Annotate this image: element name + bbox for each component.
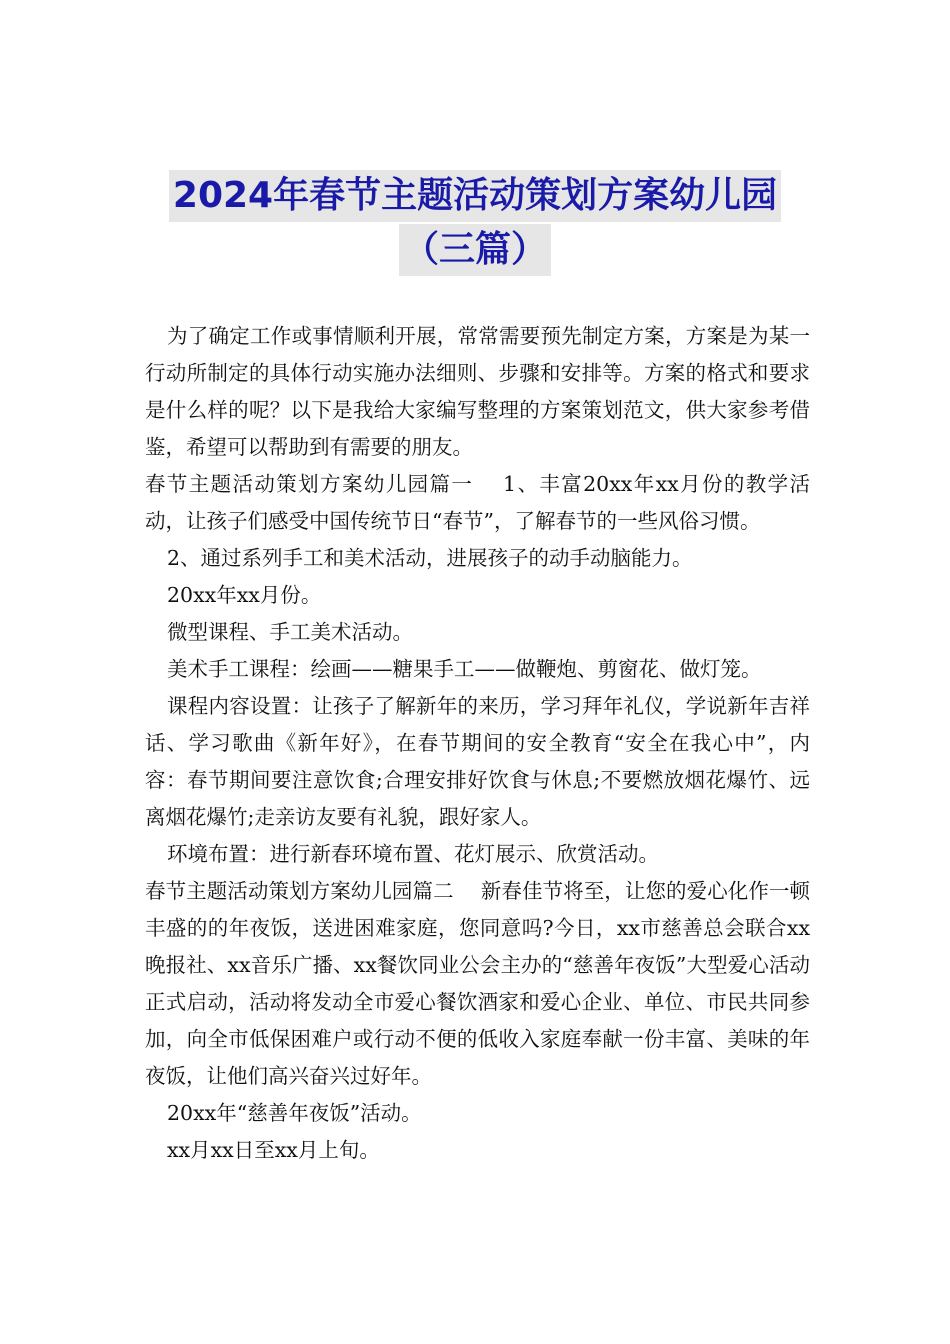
paragraph-time: 20xx年xx月份。 <box>167 583 322 607</box>
paragraph-hands-on: 2、通过系列手工和美术活动，进展孩子的动手动脑能力。 <box>167 546 693 570</box>
section-two-paragraph: 春节主题活动策划方案幼儿园篇二 新春佳节将至，让您的爱心化作一顿丰盛的的年夜饭，送进困难家庭，您同意吗?今日，xx市慈善总会联合xx晚报社、xx音乐广播、xx餐饮同业公会主办的“慈善年夜饭”大型爱心活动正式启动，活动将发动全市爱心餐饮酒家和爱心企业、单位、市民共同参加，向全市低保困难户或行动不便的低收入家庭奉献一份丰富、美味的年夜饭，让他们高兴奋兴过好年。 <box>145 879 810 1088</box>
title-block <box>0 170 950 278</box>
intro-paragraph: 为了确定工作或事情顺利开展，常常需要预先制定方案，方案是为某一行动所制定的具体行动实施办法细则、步骤和安排等。方案的格式和要求是什么样的呢？以下是我给大家编写整理的方案策划范文，供大家参考借鉴，希望可以帮助到有需要的朋友。 <box>145 324 810 459</box>
paragraph-activity-date: xx月xx日至xx月上旬。 <box>167 1138 380 1162</box>
document-body <box>145 318 810 1169</box>
paragraph-course-content: 课程内容设置：让孩子了解新年的来历，学习拜年礼仪，学说新年吉祥话、学习歌曲《新年好》，在春节期间的安全教育“安全在我心中”，内容：春节期间要注意饮食;合理安排好饮食与休息;不要燃放烟花爆竹、远离烟花爆竹;走亲访友要有礼貌，跟好家人。 <box>145 694 810 829</box>
paragraph-art-course: 美术手工课程：绘画——糖果手工——做鞭炮、剪窗花、做灯笼。 <box>167 657 762 681</box>
paragraph-activity-name: 20xx年“慈善年夜饭”活动。 <box>167 1101 422 1125</box>
document-title-line-1: 2024年春节主题活动策划方案幼儿园 <box>169 170 781 222</box>
section-one-paragraph: 春节主题活动策划方案幼儿园篇一 1、丰富20xx年xx月份的教学活动，让孩子们感受中国传统节日“春节”，了解春节的一些风俗习惯。 <box>145 472 810 533</box>
document-title-line-2: （三篇） <box>399 224 551 276</box>
paragraph-form: 微型课程、手工美术活动。 <box>167 620 413 644</box>
paragraph-environment: 环境布置：进行新春环境布置、花灯展示、欣赏活动。 <box>167 842 659 866</box>
